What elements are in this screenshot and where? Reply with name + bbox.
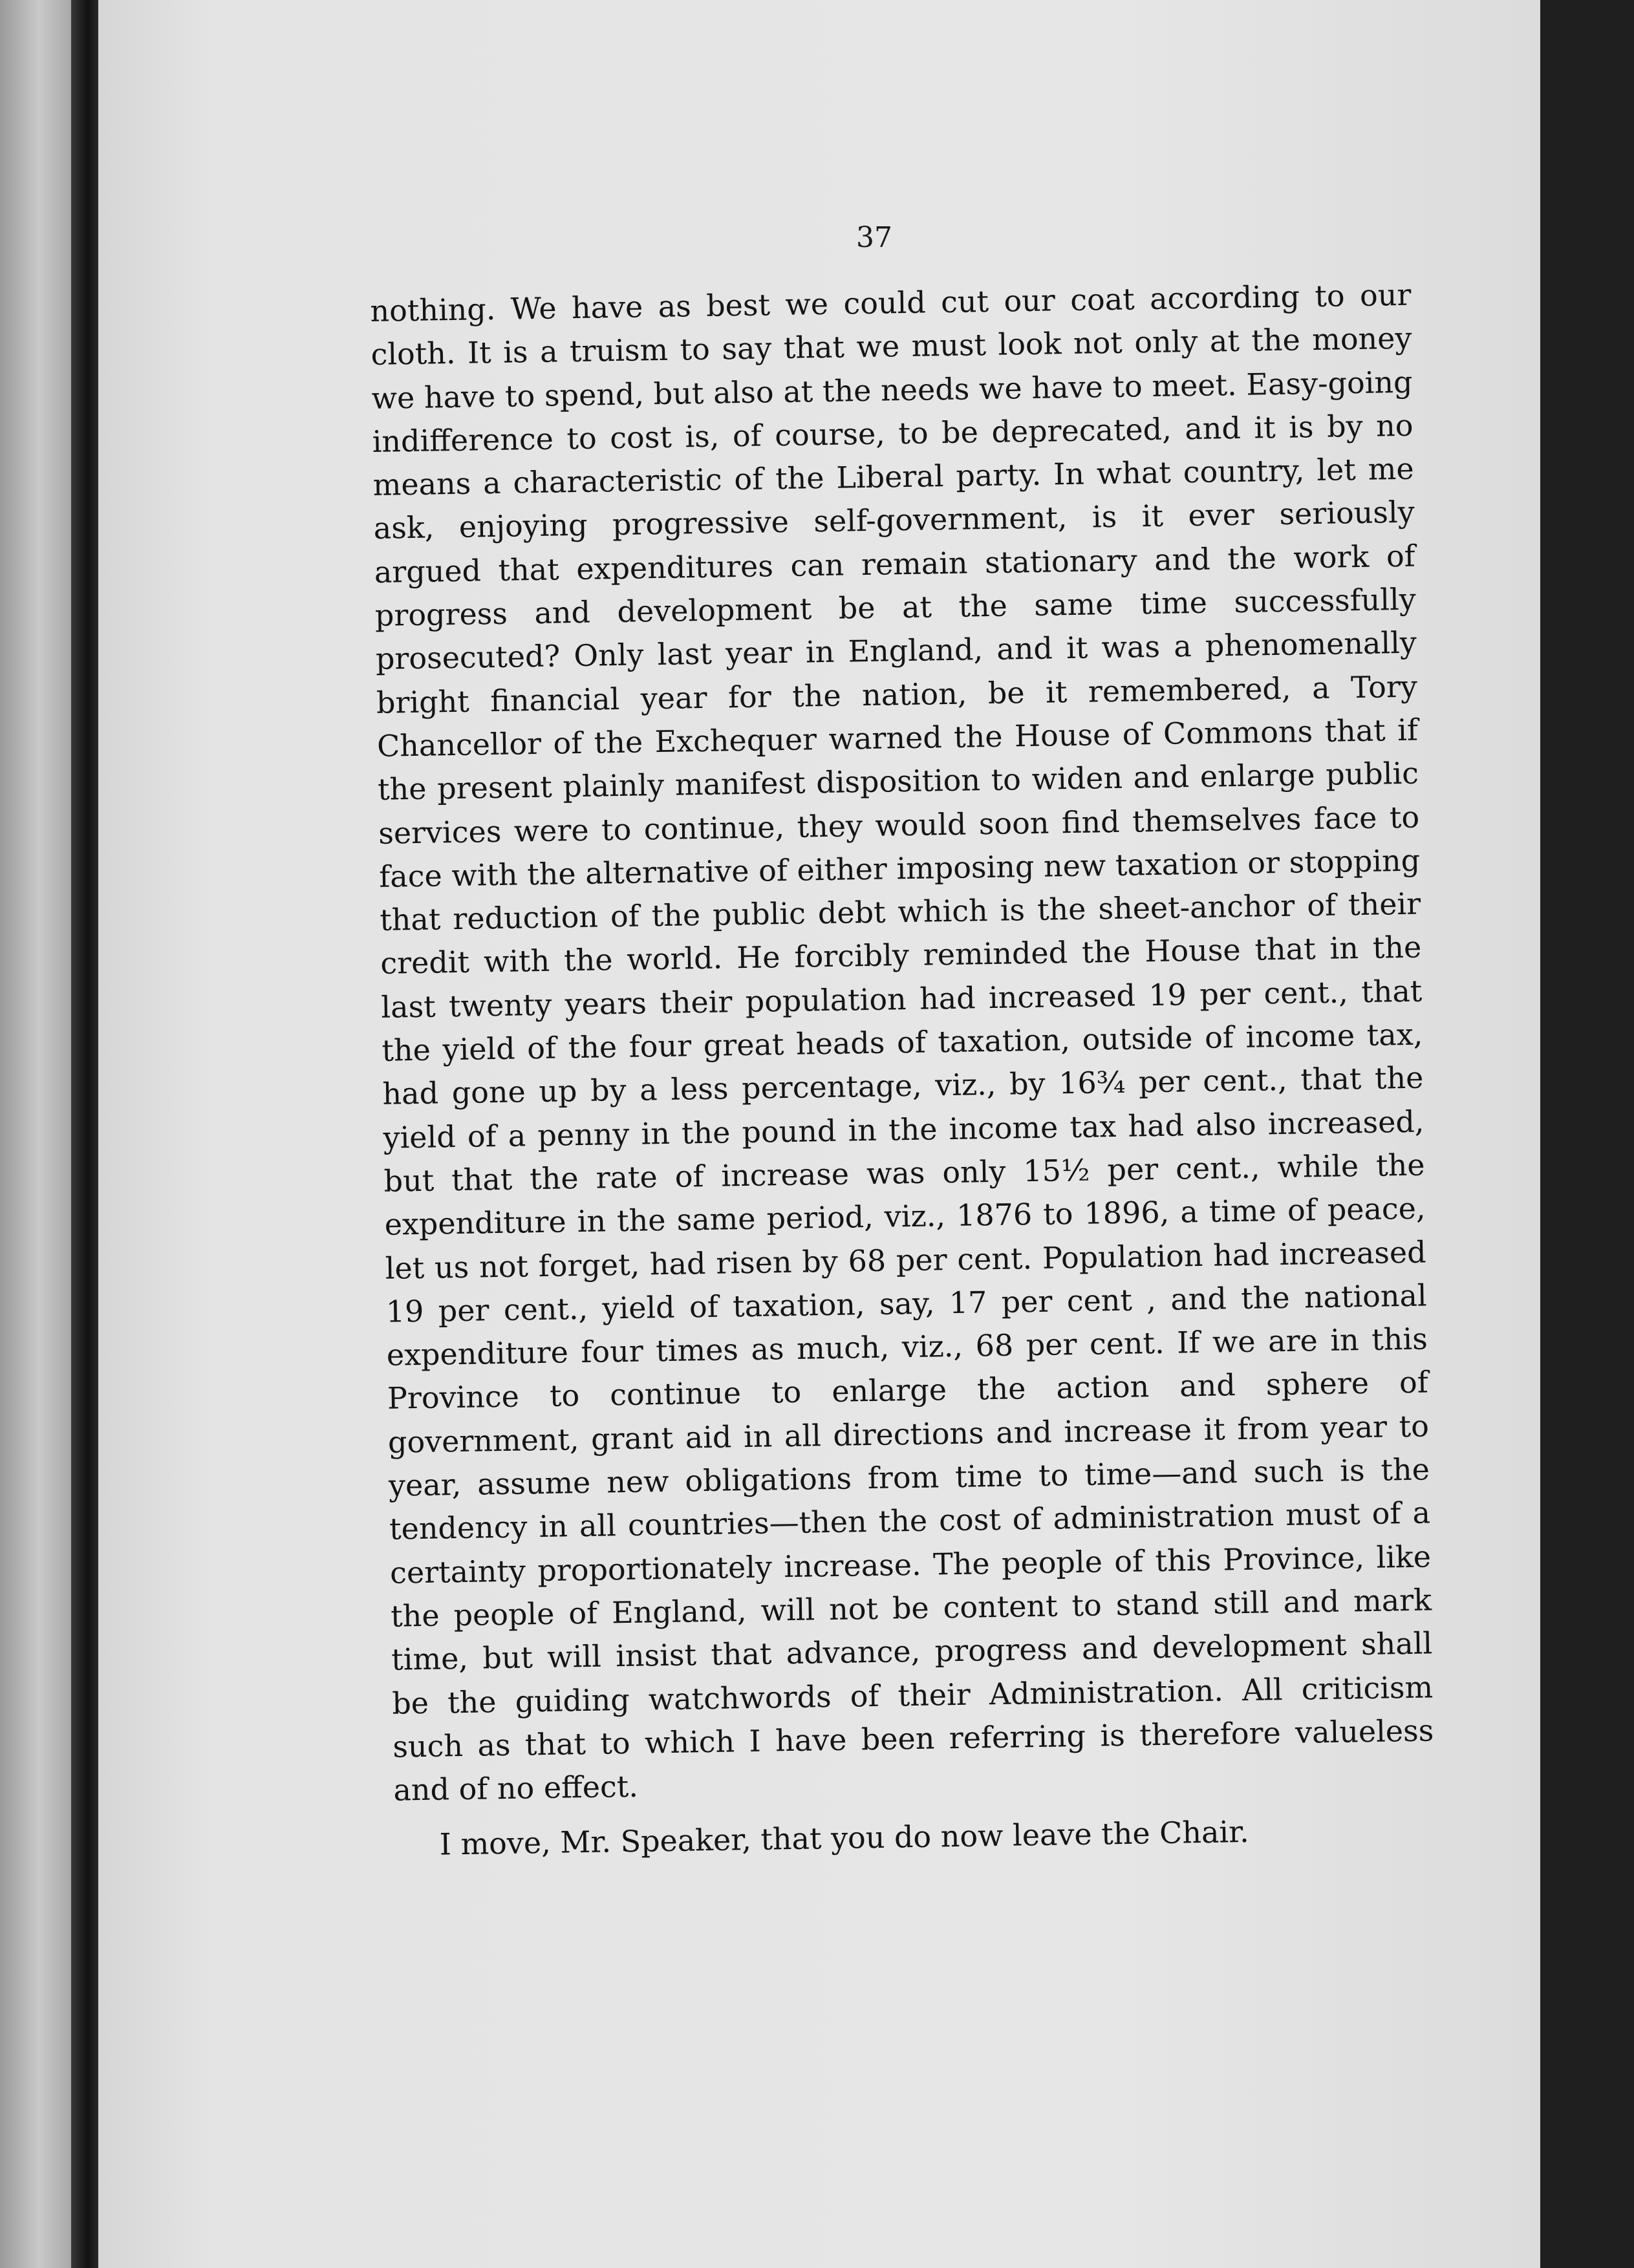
body-text <box>370 273 1435 1868</box>
page-number: 37 <box>856 221 892 254</box>
book-gutter <box>71 0 98 2268</box>
left-page-edge <box>0 0 71 2268</box>
paragraph-main: nothing. We have as best we could cut our coat according to our cloth. It is a truism to say that we must look not only at the money we have to spend, but also at the needs we have to meet. Easy-going indifference to cost is, of course, to be deprecated, and it is by no means a characteristic of the Liberal party. In what country, let me ask, enjoying progressive self-government, is it ever seriously argued that expenditures can remain stationary and the work of progress and development be at the same time successfully prosecuted? Only last year in England, and it was a phenomenally bright financial year for the nation, be it remembered, a Tory Chancellor of the Exchequer warned the House of Commons that if the present plainly manifest disposition to widen and enlarge public services were to continue, they would soon find themselves face to face with the alternative of either imposing new taxation or stopping that reduction of the public debt which is the sheet-anchor of their credit with the world. He forcibly reminded the House that in the last twenty years their population had increased 19 per cent., that the yield of the four great heads of taxation, outside of income tax, had gone up by a less percentage, viz., by 16¾ per cent., that the yield of a penny in the pound in the income tax had also increased, but that the rate of increase was only 15½ per cent., while the expenditure in the same period, viz., 1876 to 1896, a time of peace, let us not forget, had risen by 68 per cent. Population had increased 19 per cent., yield of taxation, say, 17 per cent , and the national expenditure four times as much, viz., 68 per cent. If we are in this Province to continue to enlarge the action and sphere of government, grant aid in all directions and increase it from year to year, assume new obligations from time to time—and such is the tendency in all countries—then the cost of administration must of a certainty proportionately increase. The people of this Province, like the people of England, will not be content to stand still and mark time, but will insist that advance, progress and development shall be the guiding watchwords of their Administration. All criticism such as that to which I have been referring is therefore valueless and of no effect. <box>370 277 1434 1808</box>
page-sheet <box>98 0 1540 2268</box>
scan-background-right <box>1540 0 1634 2268</box>
paragraph-motion: I move, Mr. Speaker, that you do now leave the Chair. <box>439 1814 1250 1862</box>
